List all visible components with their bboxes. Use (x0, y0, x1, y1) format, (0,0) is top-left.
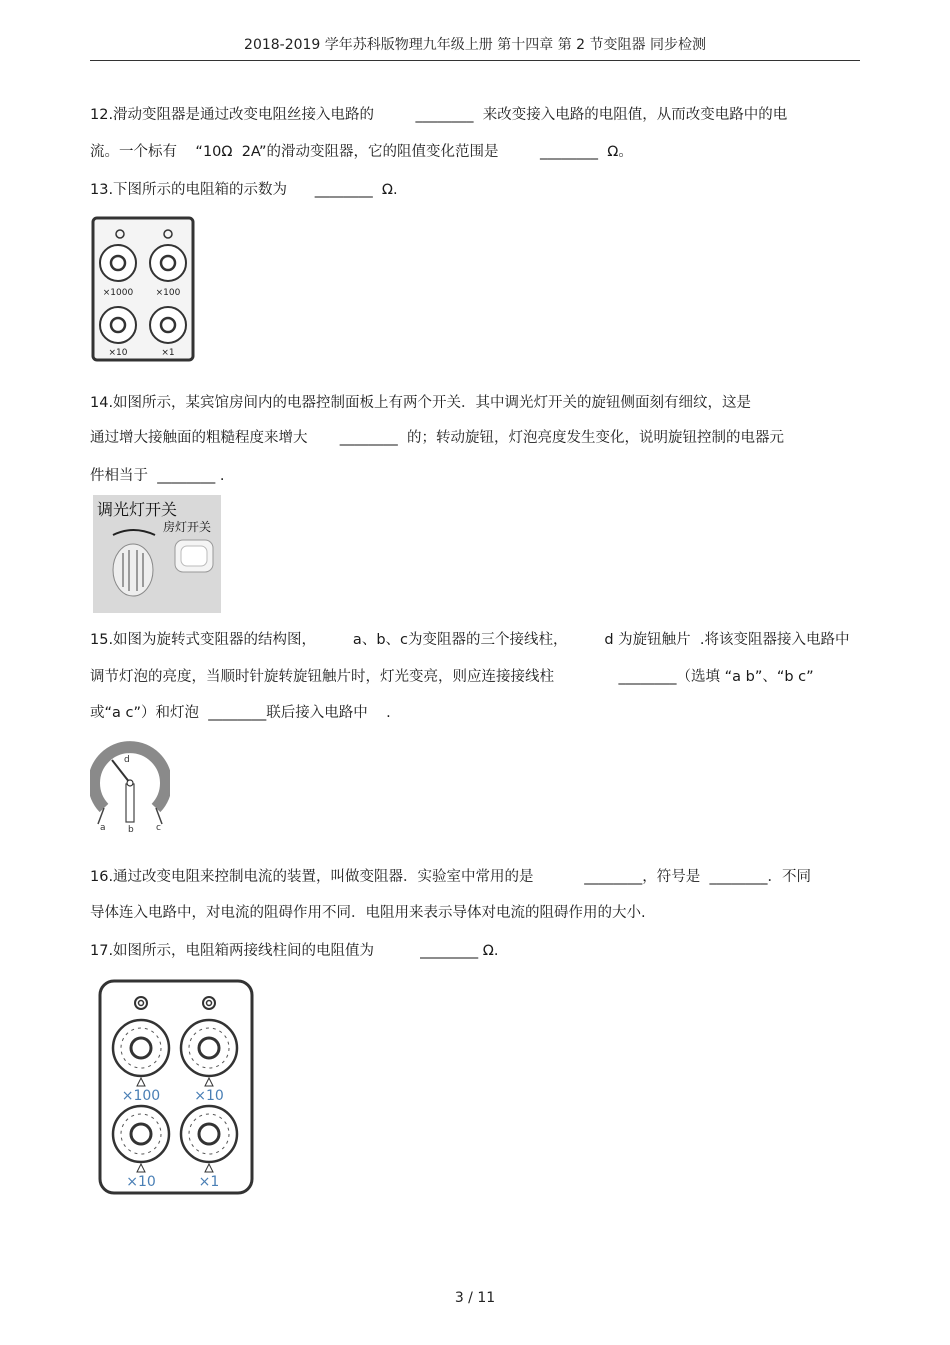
q13-line-1: 13.下图所示的电阻箱的示数为 ________ Ω. (90, 182, 398, 198)
room-switch-label: 房灯开关 (163, 520, 212, 534)
q12-line-2: 流。一个标有 “10Ω 2A”的滑动变阻器，它的阻值变化范围是 ________ Ω。 (90, 144, 633, 160)
terminal-b-label: b (128, 825, 134, 835)
multiplier-label: ×10 (108, 348, 128, 358)
multiplier-label: ×10 (126, 1174, 156, 1190)
q15-line-2: 调节灯泡的亮度，当顺时针旋转旋钮触片时，灯光变亮，则应连接接线柱 ________（选填 “a b”、“b c” (90, 669, 814, 685)
knob-icon (113, 544, 153, 596)
multiplier-label: ×1000 (102, 288, 134, 298)
dial-icon (181, 1020, 237, 1076)
room-switch-icon (175, 540, 213, 572)
rotary-rheostat-diagram (90, 738, 170, 836)
resistance-box-figure-q13 (90, 215, 198, 365)
terminal-d-label: d (124, 755, 130, 765)
q14-line-1: 14.如图所示，某宾馆房间内的电器控制面板上有两个开关．其中调光灯开关的旋钮侧面刻有细纹，这是 (90, 395, 752, 411)
page-header: 2018-2019 学年苏科版物理九年级上册 第十四章 第 2 节变阻器 同步检测 (90, 34, 860, 61)
dial-icon (113, 1020, 169, 1076)
terminal-c-label: c (156, 823, 161, 833)
multiplier-label: ×1 (198, 1174, 220, 1190)
q16-line-1: 16.通过改变电阻来控制电流的装置，叫做变阻器．实验室中常用的是 ________，符号是 ________．不同 (90, 869, 811, 885)
switch-panel-photo (93, 495, 221, 613)
q14-line-2: 通过增大接触面的粗糙程度来增大 ________ 的；转动旋钮，灯泡亮度发生变化，说明旋钮控制的电器元 (90, 430, 784, 446)
dial-icon (150, 307, 186, 343)
q16-line-2: 导体连入电路中，对电流的阻碍作用不同．电阻用来表示导体对电流的阻碍作用的大小. (90, 905, 646, 921)
resistance-box-figure-q17 (97, 978, 255, 1196)
dial-icon (150, 245, 186, 281)
dimmer-switch-label: 调光灯开关 (97, 500, 178, 519)
page-number: 3 / 11 (454, 1290, 496, 1306)
multiplier-label: ×10 (194, 1088, 224, 1104)
dial-icon (113, 1106, 169, 1162)
multiplier-label: ×100 (155, 288, 181, 298)
dial-icon (181, 1106, 237, 1162)
dial-icon (100, 307, 136, 343)
q15-line-1: 15.如图为旋转式变阻器的结构图， a、b、c为变阻器的三个接线柱， d 为旋钮触片 .将该变阻器接入电路中 (90, 632, 850, 648)
multiplier-label: ×1 (161, 348, 175, 358)
multiplier-label: ×100 (121, 1088, 161, 1104)
q14-line-3: 件相当于 ________ . (90, 468, 225, 484)
q12-line-1: 12.滑动变阻器是通过改变电阻丝接入电路的 ________ 来改变接入电路的电阻值，从而改变电路中的电 (90, 107, 788, 123)
dial-icon (100, 245, 136, 281)
q15-line-3: 或“a c”）和灯泡 ________联后接入电路中 . (90, 705, 391, 721)
q17-line-1: 17.如图所示，电阻箱两接线柱间的电阻值为 ________ Ω. (90, 943, 499, 959)
terminal-a-label: a (100, 823, 106, 833)
